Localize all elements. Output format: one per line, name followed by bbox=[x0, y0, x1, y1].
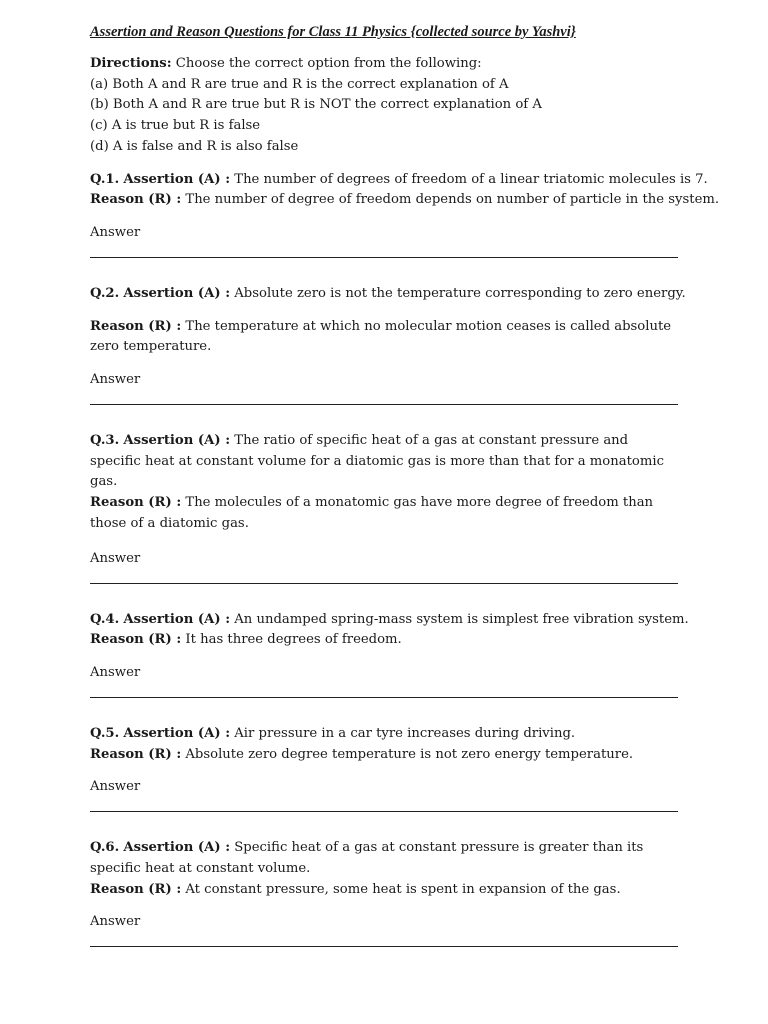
question-6-assertion bbox=[90, 838, 678, 879]
question-6 bbox=[90, 838, 678, 947]
reason-text: The temperature at which no molecular motion ceases is called absolute zero temperature. bbox=[90, 318, 672, 355]
answer-label: Answer bbox=[90, 914, 141, 930]
question-6-reason bbox=[90, 880, 678, 901]
spacer bbox=[90, 698, 678, 724]
directions-block bbox=[90, 54, 678, 158]
assertion-text: Air pressure in a car tyre increases during driving. bbox=[230, 725, 576, 741]
directions-text: Choose the correct option from the following: bbox=[171, 56, 482, 71]
answer-rule bbox=[90, 257, 678, 258]
reason-label: Reason (R) : bbox=[90, 632, 182, 648]
answer-rule bbox=[90, 697, 678, 698]
reason-text: The number of degree of freedom depends on number of particle in the system. bbox=[181, 192, 720, 208]
reason-label: Reason (R) : bbox=[90, 495, 182, 511]
spacer bbox=[90, 812, 678, 838]
question-4 bbox=[90, 610, 689, 698]
assertion-text: Absolute zero is not the temperature corresponding to zero energy. bbox=[230, 285, 686, 301]
reason-text: Absolute zero degree temperature is not zero energy temperature. bbox=[181, 746, 634, 762]
question-3-number: Q.3. bbox=[90, 433, 120, 449]
question-2-reason bbox=[90, 317, 678, 358]
assertion-text: Specific heat of a gas at constant pressure is greater than its specific heat at constant volume. bbox=[90, 840, 644, 877]
question-4-assertion bbox=[90, 610, 689, 631]
reason-text: The molecules of a monatomic gas have more degree of freedom than those of a diatomic gas. bbox=[90, 495, 654, 531]
assertion-label: Assertion (A) : bbox=[123, 611, 231, 627]
answer-label: Answer bbox=[90, 550, 141, 566]
question-1-assertion bbox=[90, 170, 708, 191]
reason-label: Reason (R) : bbox=[90, 192, 182, 208]
assertion-text: The number of degrees of freedom of a linear triatomic molecules is 7. bbox=[230, 171, 708, 187]
reason-label: Reason (R) : bbox=[90, 881, 182, 897]
question-3-assertion bbox=[90, 431, 678, 493]
assertion-text: An undamped spring-mass system is simplest free vibration system. bbox=[230, 611, 689, 627]
assertion-label: Assertion (A) : bbox=[123, 285, 231, 301]
page-title: Assertion and Reason Questions for Class 11 Physics {collected source by Yashvi} bbox=[90, 24, 576, 40]
assertion-text: The ratio of specific heat of a gas at constant pressure and specific heat at constant volume for a diatomic gas is more than that for a monatomic gas. bbox=[90, 433, 664, 490]
option-a: (a) Both A and R are true and R is the correct explanation of A bbox=[90, 76, 509, 92]
question-6-number: Q.6. bbox=[90, 840, 120, 856]
question-3 bbox=[90, 431, 678, 584]
answer-rule bbox=[90, 583, 678, 584]
question-5 bbox=[90, 724, 678, 812]
answer-rule bbox=[90, 404, 678, 405]
worksheet-page bbox=[90, 22, 720, 947]
question-5-reason bbox=[90, 745, 678, 766]
spacer bbox=[90, 305, 678, 317]
question-1-reason bbox=[90, 190, 720, 211]
spacer bbox=[90, 405, 678, 431]
answer-rule bbox=[90, 811, 678, 812]
question-2-number: Q.2. bbox=[90, 285, 120, 301]
question-5-number: Q.5. bbox=[90, 725, 120, 741]
directions-label: Directions: bbox=[90, 56, 172, 71]
question-5-assertion bbox=[90, 724, 678, 745]
spacer bbox=[90, 258, 678, 284]
option-d: (d) A is false and R is also false bbox=[90, 138, 299, 154]
answer-label: Answer bbox=[90, 779, 141, 795]
directions-line bbox=[90, 54, 678, 75]
reason-label: Reason (R) : bbox=[90, 318, 182, 334]
assertion-label: Assertion (A) : bbox=[123, 433, 231, 449]
assertion-label: Assertion (A) : bbox=[123, 171, 231, 187]
reason-text: At constant pressure, some heat is spent in expansion of the gas. bbox=[181, 881, 621, 897]
answer-label: Answer bbox=[90, 372, 141, 388]
question-2 bbox=[90, 284, 686, 405]
assertion-label: Assertion (A) : bbox=[123, 725, 231, 741]
answer-rule bbox=[90, 946, 678, 947]
question-1 bbox=[90, 170, 720, 258]
question-2-assertion bbox=[90, 284, 686, 305]
answer-label: Answer bbox=[90, 664, 141, 680]
question-1-number: Q.1. bbox=[90, 171, 120, 187]
option-b: (b) Both A and R are true but R is NOT the correct explanation of A bbox=[90, 97, 542, 113]
assertion-label: Assertion (A) : bbox=[123, 840, 231, 856]
option-c: (c) A is true but R is false bbox=[90, 118, 261, 134]
spacer bbox=[90, 584, 678, 610]
question-4-reason bbox=[90, 630, 678, 651]
question-3-reason bbox=[90, 493, 678, 534]
question-4-number: Q.4. bbox=[90, 611, 120, 627]
reason-text: It has three degrees of freedom. bbox=[181, 632, 402, 648]
reason-label: Reason (R) : bbox=[90, 746, 182, 762]
answer-label: Answer bbox=[90, 224, 141, 240]
